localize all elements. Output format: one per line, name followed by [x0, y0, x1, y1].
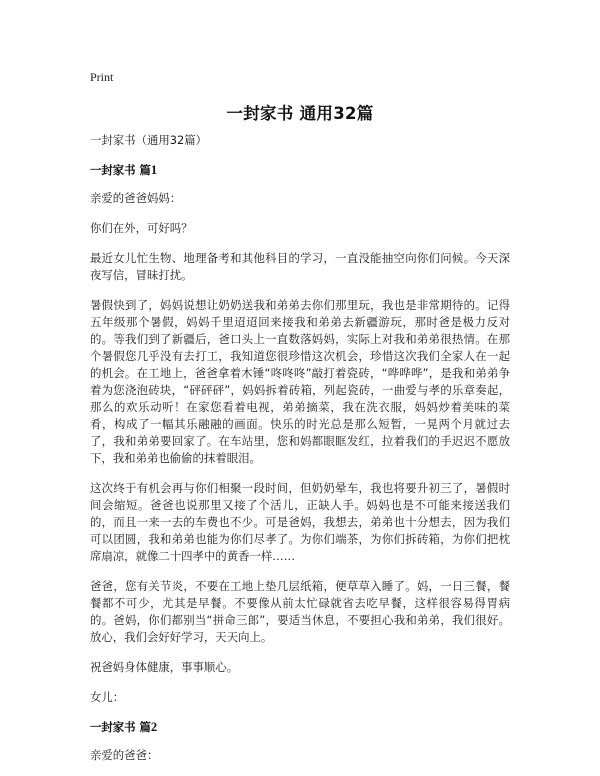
- body-paragraph: 暑假快到了，妈妈说想让奶奶送我和弟弟去你们那里玩，我也是非常期待的。记得五年级那个暑假，妈妈千里迢迢回来接我和弟弟去新疆游玩，那时爸是极力反对的。等我们到了新疆后，爸口头上一直数落妈妈，实际上对我和弟弟很热情。在那个暑假您几乎没有去打工，我知道您很珍惜这次机会，珍惜这次我们全家人在一起的机会。在工地上，爸爸拿着木锤“咚咚咚”敲打着瓷砖，“哗哗哗”，是我和弟弟争着为您浇泡砖块，“砰砰砰”，妈妈拆着砖箱，列起瓷砖，一曲爱与孝的乐章奏起，那么的欢乐动听！在家您看着电视，弟弟摘菜，我在洗衣服，妈妈炒着美味的菜肴，构成了一幅其乐融融的画面。快乐的时光总是那么短暂，一晃两个月就过去了，我和弟弟要回家了。在车站里，您和妈都眼眶发红，拉着我们的手迟迟不愿放下，我和弟弟也偷偷的抹着眼泪。: [90, 298, 510, 465]
- section-heading-number: 2: [150, 720, 158, 734]
- body-paragraph: 爸爸，您有关节炎，不要在工地上垫几层纸箱，便草草入睡了。妈，一日三餐，餐餐都不可少，尤其是早餐。不要像从前太忙碌就省去吃早餐，这样很容易得胃病的。爸妈，你们都别当“拼命三郎”，要适当休息，不要担心我和弟弟，我们很好。放心，我们会好好学习，天天向上。: [90, 579, 510, 644]
- closing-wish: 祝爸妈身体健康，事事顺心。: [90, 660, 239, 674]
- body-paragraph: 最近女儿忙生物、地理备考和其他科目的学习，一直没能抽空向你们问候。今天深夜写信，冒昧打扰。: [90, 251, 510, 282]
- body-paragraph: 你们在外，可好吗？: [90, 221, 193, 235]
- section-heading-text: 一封家书 篇: [90, 720, 151, 734]
- section-heading: [90, 162, 510, 179]
- section-heading-number: 1: [150, 163, 158, 177]
- salutation: 亲爱的爸爸妈妈：: [90, 191, 182, 205]
- page-title: 一封家书 通用32篇: [226, 104, 374, 123]
- document-subtitle: 一封家书（通用32篇）: [90, 133, 208, 147]
- body-paragraph: 这次终于有机会再与你们相聚一段时间，但奶奶晕车，我也将要升初三了，暑假时间会缩短。爸爸也说那里又接了个活儿，正缺人手。妈妈也是不可能来接送我们的，而且一来一去的车费也不少。可是爸妈，我想去，弟弟也十分想去，因为我们可以团圆，我和弟弟也能为你们尽孝了。为你们端茶，为你们拆砖箱，为你们把枕席扇凉，就像二十四孝中的黄香一样……: [90, 481, 510, 563]
- document-body: [90, 132, 510, 776]
- section-heading-text: 一封家书 篇: [90, 163, 151, 177]
- print-link[interactable]: Print: [90, 70, 114, 84]
- section-heading: [90, 719, 510, 736]
- signature: 女儿：: [90, 690, 125, 704]
- salutation: 亲爱的爸爸：: [90, 748, 159, 762]
